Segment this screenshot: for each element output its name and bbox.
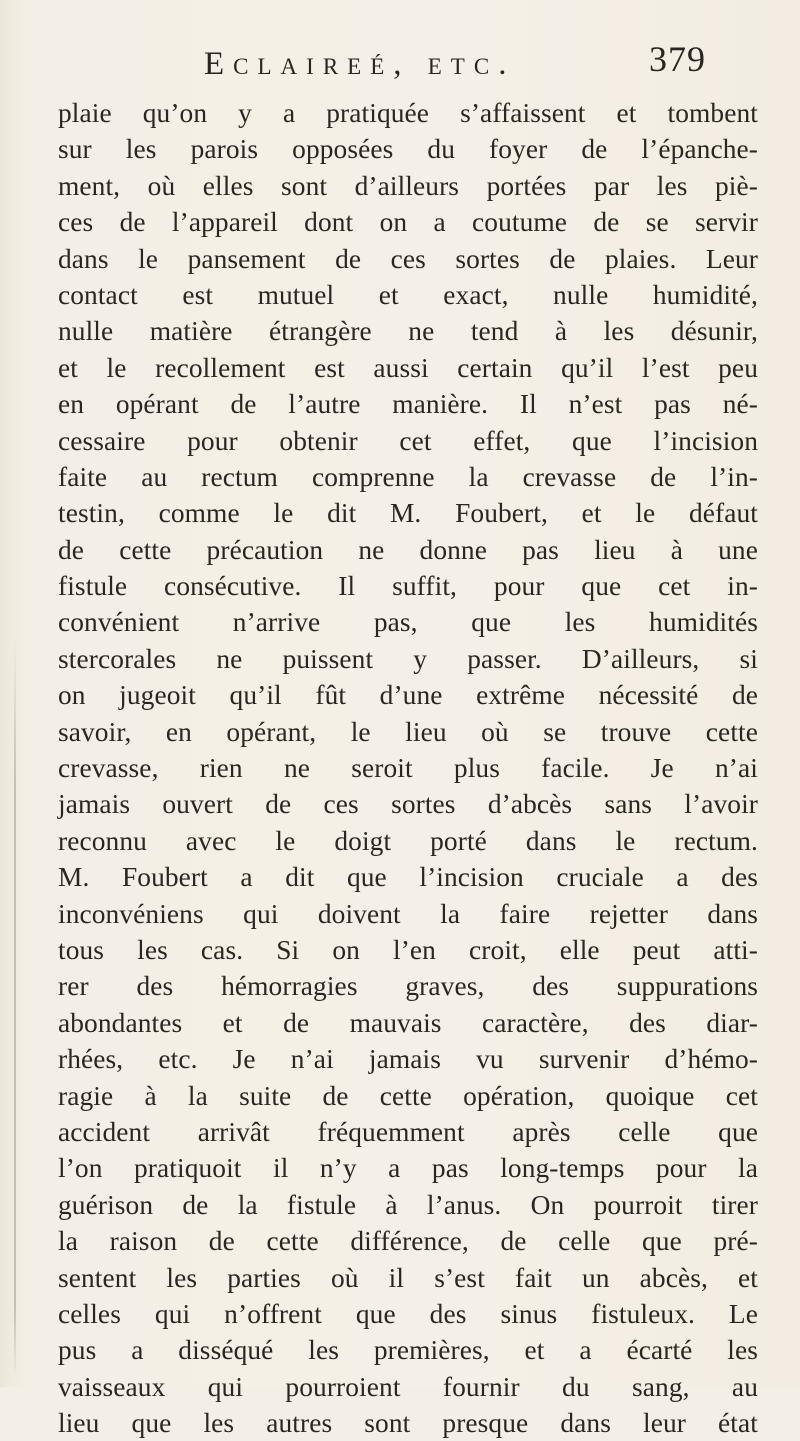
text-line: rhées, etc. Je n’ai jamais vu survenir d’hémo- xyxy=(58,1044,758,1075)
text-line: en opérant de l’autre manière. Il n’est pas né- xyxy=(58,389,758,420)
text-line: ment, où elles sont d’ailleurs portées par les piè- xyxy=(58,170,758,201)
text-line: testin, comme le dit M. Foubert, et le défaut xyxy=(58,498,758,529)
text-line: nulle matière étrangère ne tend à les désunir, xyxy=(58,316,758,347)
text-line: jamais ouvert de ces sortes d’abcès sans l’avoir xyxy=(58,789,758,820)
text-line: et le recollement est aussi certain qu’il l’est peu xyxy=(58,352,758,383)
text-line: on jugeoit qu’il fût d’une extrême nécessité de xyxy=(58,680,758,711)
text-line: la raison de cette différence, de celle que pré- xyxy=(58,1226,758,1257)
text-line: l’on pratiquoit il n’y a pas long-temps pour la xyxy=(58,1153,758,1184)
text-line: sentent les parties où il s’est fait un abcès, et xyxy=(58,1262,758,1293)
text-line: abondantes et de mauvais caractère, des diar- xyxy=(58,1007,758,1038)
text-line: savoir, en opérant, le lieu où se trouve cette xyxy=(58,716,758,747)
text-line: rer des hémorragies graves, des suppurations xyxy=(58,971,758,1002)
text-line: ragie à la suite de cette opération, quoique cet xyxy=(58,1080,758,1111)
text-line: stercorales ne puissent y passer. D’ailleurs, si xyxy=(58,643,758,674)
text-line: plaie qu’on y a pratiquée s’affaissent et tombent xyxy=(58,98,758,128)
text-line: crevasse, rien ne seroit plus facile. Je n’ai xyxy=(58,753,758,784)
page-header xyxy=(0,38,800,98)
page-number: 379 xyxy=(649,39,706,79)
text-line: celles qui n’offrent que des sinus fistuleux. Le xyxy=(58,1298,758,1329)
text-line: inconvéniens qui doivent la faire rejetter dans xyxy=(58,898,758,929)
text-line: accident arrivât fréquemment après celle que xyxy=(58,1116,758,1147)
text-line: fistule consécutive. Il suffit, pour que cet in- xyxy=(58,571,758,602)
running-head: Eclaireé, etc. xyxy=(204,46,516,82)
text-line: cessaire pour obtenir cet effet, que l’incision xyxy=(58,425,758,456)
text-line: guérison de la fistule à l’anus. On pourroit tirer xyxy=(58,1189,758,1220)
text-line: lieu que les autres sont presque dans leur état xyxy=(58,1408,758,1439)
text-line: faite au rectum comprenne la crevasse de l’in- xyxy=(58,461,758,492)
text-line: M. Foubert a dit que l’incision cruciale a des xyxy=(58,862,758,893)
text-line: pus a disséqué les premières, et a écarté les xyxy=(58,1335,758,1366)
text-line: dans le pansement de ces sortes de plaies. Leur xyxy=(58,243,758,274)
text-line: vaisseaux qui pourroient fournir du sang, au xyxy=(58,1371,758,1402)
binding-shadow xyxy=(14,640,16,1380)
body-text xyxy=(58,95,758,1441)
text-line: ces de l’appareil dont on a coutume de se servir xyxy=(58,207,758,238)
text-line: sur les parois opposées du foyer de l’épanche- xyxy=(58,134,758,165)
text-line: contact est mutuel et exact, nulle humidité, xyxy=(58,279,758,310)
text-line: de cette précaution ne donne pas lieu à une xyxy=(58,534,758,565)
text-line: convénient n’arrive pas, que les humidités xyxy=(58,607,758,638)
text-line: reconnu avec le doigt porté dans le rectum. xyxy=(58,825,758,856)
text-line: tous les cas. Si on l’en croit, elle peut atti- xyxy=(58,934,758,965)
